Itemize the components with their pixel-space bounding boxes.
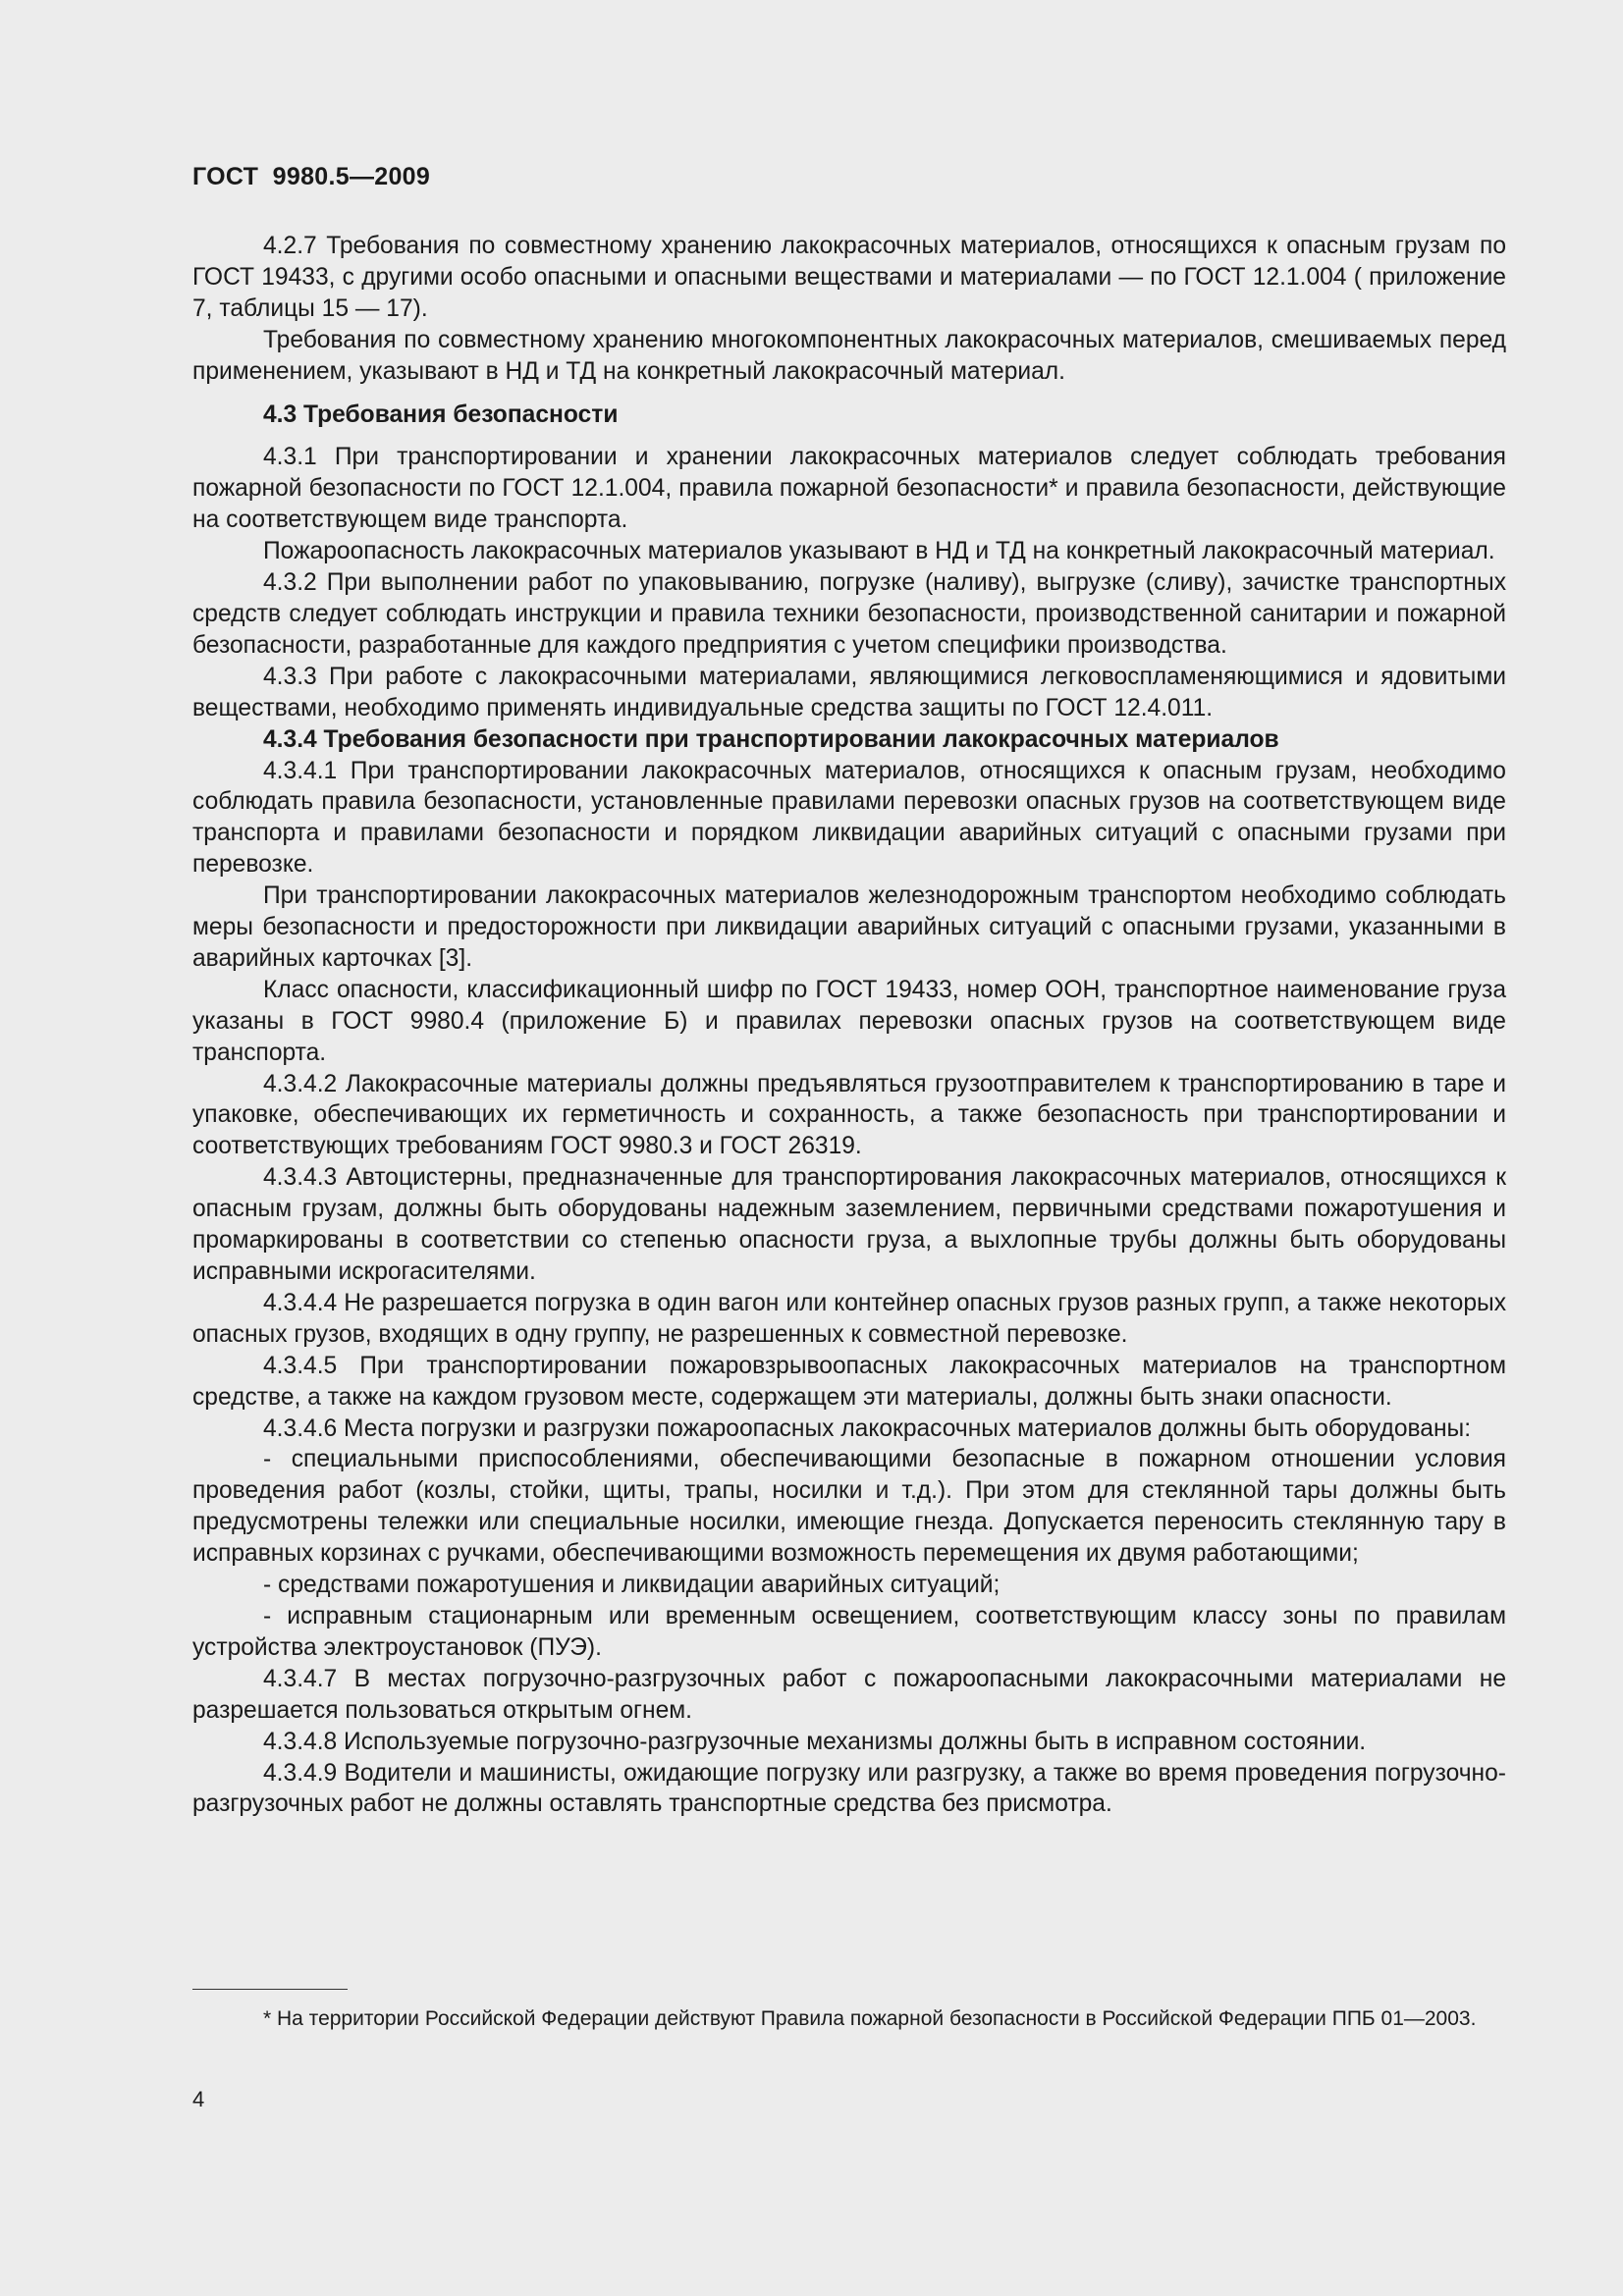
- list-item-lighting: - исправным стационарным или временным освещением, соответствующим классу зоны по правилам устройства электроустановок (ПУЭ).: [192, 1602, 1506, 1661]
- paragraph-4-3-4-6: 4.3.4.6 Места погрузки и разгрузки пожароопасных лакокрасочных материалов должны быть оборудованы:: [263, 1415, 1472, 1442]
- paragraph-4-2-7-storage: Требования по совместному хранению многокомпонентных лакокрасочных материалов, смешиваемых перед применением, указывают в НД и ТД на конкретный лакокрасочный материал.: [192, 326, 1506, 385]
- paragraph-4-3-4-8: 4.3.4.8 Используемые погрузочно-разгрузочные механизмы должны быть в исправном состоянии.: [263, 1728, 1367, 1755]
- footnote-divider: [192, 1989, 348, 1990]
- page-number: 4: [192, 2087, 205, 2111]
- paragraph-4-3-4-2: 4.3.4.2 Лакокрасочные материалы должны предъявляться грузоотправителем к транспортированию в таре и упаковке, обеспечивающих их герметичность и сохранность, а также безопасность при транспортировании и соответствующих требованиям ГОСТ 9980.3 и ГОСТ 26319.: [192, 1070, 1506, 1160]
- paragraph-4-3-1-fire-hazard: Пожароопасность лакокрасочных материалов указывают в НД и ТД на конкретный лакокрасочный материал.: [263, 538, 1495, 565]
- paragraph-4-3-4-1: 4.3.4.1 При транспортировании лакокрасочных материалов, относящихся к опасным грузам, необходимо соблюдать правила безопасности, установленные правилами перевозки опасных грузов на соответствующем виде транспорта и правилами безопасности и порядком ликвидации аварийных ситуаций с опасными грузами при перевозке.: [192, 757, 1506, 879]
- paragraph-4-3-3: 4.3.3 При работе с лакокрасочными материалами, являющимися легковоспламеняющимися и ядовитыми веществами, необходимо применять индивидуальные средства защиты по ГОСТ 12.4.011.: [192, 663, 1506, 721]
- paragraph-4-3-4-4: 4.3.4.4 Не разрешается погрузка в один вагон или контейнер опасных грузов разных групп, а также некоторых опасных грузов, входящих в одну группу, не разрешенных к совместной перевозке.: [192, 1289, 1506, 1348]
- document-body: [192, 231, 1506, 1820]
- paragraph-4-3-4-5: 4.3.4.5 При транспортировании пожаровзрывоопасных лакокрасочных материалов на транспортном средстве, а также на каждом грузовом месте, содержащем эти материалы, должны быть знаки опасности.: [192, 1352, 1506, 1411]
- paragraph-4-3-4-7: 4.3.4.7 В местах погрузочно-разгрузочных работ с пожароопасными лакокрасочными материалами не разрешается пользоваться открытым огнем.: [192, 1665, 1506, 1724]
- document-header: ГОСТ 9980.5—2009: [192, 163, 431, 190]
- paragraph-4-3-4-1-class: Класс опасности, классификационный шифр по ГОСТ 19433, номер ООН, транспортное наименование груза указаны в ГОСТ 9980.4 (приложение Б) и правилах перевозки опасных грузов на соответствующем виде транспорта.: [192, 976, 1506, 1066]
- footnote: * На территории Российской Федерации действуют Правила пожарной безопасности в Российской Федерации ППБ 01—2003.: [263, 2007, 1477, 2030]
- list-item-fire-extinguishing: - средствами пожаротушения и ликвидации аварийных ситуаций;: [263, 1572, 1001, 1599]
- section-heading-4-3: 4.3 Требования безопасности: [263, 400, 619, 428]
- paragraph-4-3-4-9: 4.3.4.9 Водители и машинисты, ожидающие погрузку или разгрузку, а также во время проведения погрузочно-разгрузочных работ не должны оставлять транспортные средства без присмотра.: [192, 1759, 1506, 1818]
- list-item-special-devices: - специальными приспособлениями, обеспечивающими безопасные в пожарном отношении условия проведения работ (козлы, стойки, щиты, трапы, носилки и т.д.). При этом для стеклянной тары должны быть предусмотрены тележки или специальные носилки, имеющие гнезда. Допускается переносить стеклянную тару в исправных корзинах с ручками, обеспечивающими возможность перемещения их двумя работающими;: [192, 1446, 1506, 1568]
- paragraph-4-3-2: 4.3.2 При выполнении работ по упаковыванию, погрузке (наливу), выгрузке (сливу), зачистке транспортных средств следует соблюдать инструкции и правила техники безопасности, производственной санитарии и пожарной безопасности, разработанные для каждого предприятия с учетом специфики производства.: [192, 569, 1506, 659]
- paragraph-4-3-1: 4.3.1 При транспортировании и хранении лакокрасочных материалов следует соблюдать требования пожарной безопасности по ГОСТ 12.1.004, правила пожарной безопасности* и правила безопасности, действующие на соответствующем виде транспорта.: [192, 444, 1506, 534]
- section-heading-4-3-4: 4.3.4 Требования безопасности при транспортировании лакокрасочных материалов: [263, 725, 1279, 753]
- paragraph-4-3-4-1-railway: При транспортировании лакокрасочных материалов железнодорожным транспортом необходимо соблюдать меры безопасности и предосторожности при ликвидации аварийных ситуаций с опасными грузами, указанными в аварийных карточках [3].: [192, 882, 1506, 972]
- paragraph-4-2-7: 4.2.7 Требования по совместному хранению лакокрасочных материалов, относящихся к опасным грузам по ГОСТ 19433, с другими особо опасными и опасными веществами и материалами — по ГОСТ 12.1.004 ( приложение 7, таблицы 15 — 17).: [192, 233, 1506, 322]
- paragraph-4-3-4-3: 4.3.4.3 Автоцистерны, предназначенные для транспортирования лакокрасочных материалов, относящихся к опасным грузам, должны быть оборудованы надежным заземлением, первичными средствами пожаротушения и промаркированы в соответствии со степенью опасности груза, а выхлопные трубы должны быть оборудованы исправными искрогасителями.: [192, 1164, 1506, 1285]
